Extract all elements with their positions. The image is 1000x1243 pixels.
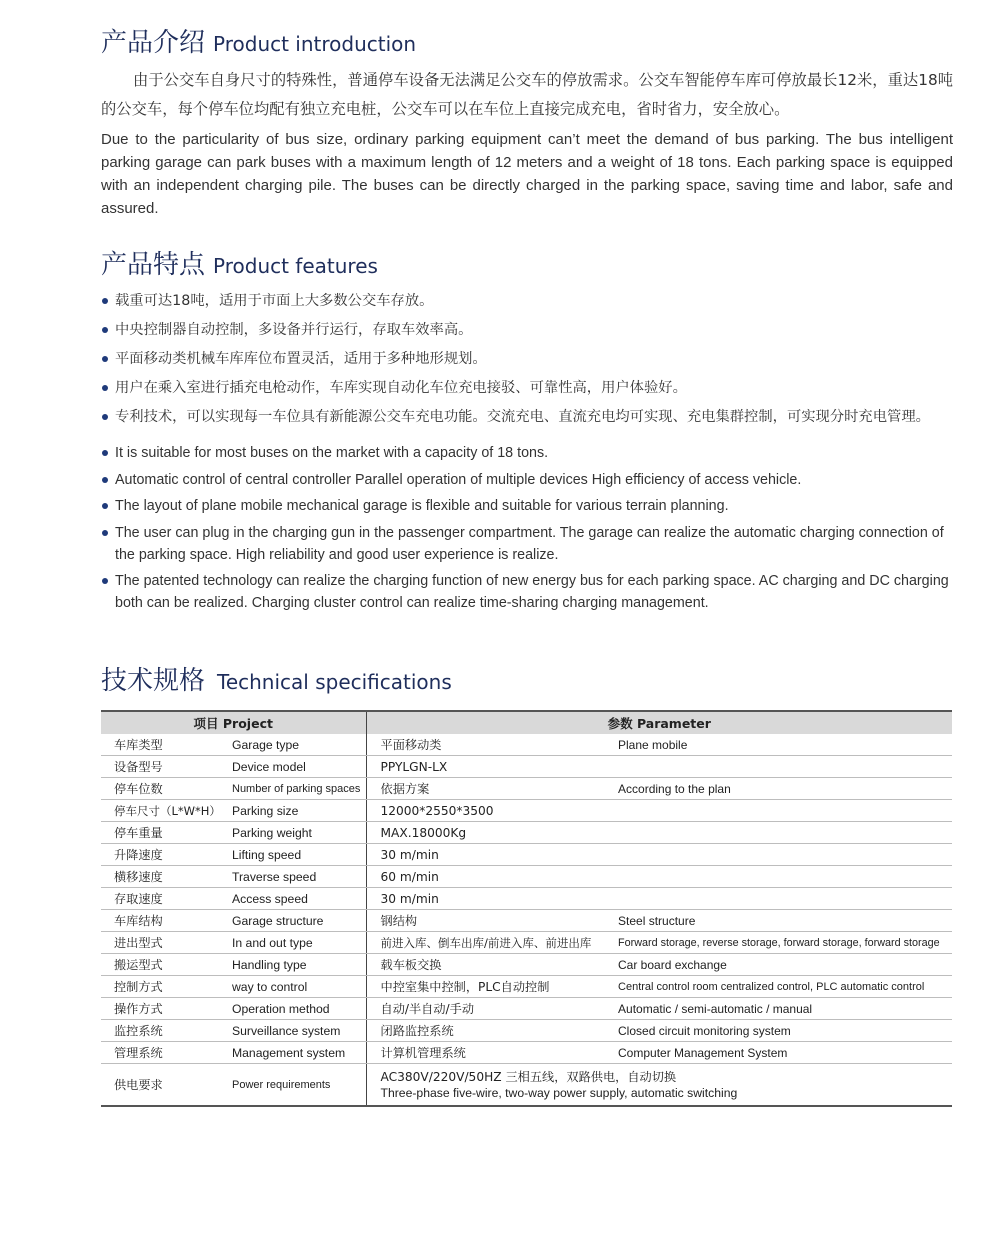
parameter-cn: 钢结构 — [366, 910, 615, 932]
features-title-cn: 产品特点 — [101, 250, 206, 280]
table-row — [101, 778, 952, 800]
feature-item-en: The user can plug in the charging gun in the passenger compartment. The garage can realize the automatic charging connection of the parking space. High reliability and good user experience is realize. — [101, 522, 953, 566]
table-row — [101, 866, 952, 888]
feature-item-cn: 专利技术，可以实现每一车位具有新能源公交车充电功能。交流充电、直流充电均可实现、充电集群控制，可实现分时充电管理。 — [101, 403, 953, 432]
project-cn: 停车位数 — [101, 778, 232, 800]
feature-item-en: The layout of plane mobile mechanical garage is flexible and suitable for various terrain planning. — [101, 495, 953, 517]
features-list-cn — [101, 287, 953, 432]
feature-item-cn: 平面移动类机械车库库位布置灵活，适用于多种地形规划。 — [101, 345, 953, 374]
table-row — [101, 954, 952, 976]
parameter-cn: 前进入库、倒车出库/前进入库、前进出库 — [366, 932, 615, 954]
project-en: Garage structure — [232, 910, 366, 932]
project-en: Lifting speed — [232, 844, 366, 866]
feature-item-cn: 用户在乘入室进行插充电枪动作，车库实现自动化车位充电接驳、可靠性高，用户体验好。 — [101, 374, 953, 403]
features-title-en: Product features — [213, 254, 378, 278]
parameter-en: Closed circuit monitoring system — [615, 1020, 952, 1042]
features-title — [101, 244, 378, 281]
parameter-cn: 依据方案 — [366, 778, 615, 800]
feature-item-cn: 载重可达18吨，适用于市面上大多数公交车存放。 — [101, 287, 953, 316]
header-parameter: 参数 Parameter — [366, 711, 952, 734]
table-row — [101, 910, 952, 932]
project-en: way to control — [232, 976, 366, 998]
parameter-cn: 中控室集中控制，PLC自动控制 — [366, 976, 615, 998]
project-cn: 升降速度 — [101, 844, 232, 866]
table-row — [101, 1020, 952, 1042]
intro-title-en: Product introduction — [213, 32, 417, 56]
parameter-en: Car board exchange — [615, 954, 952, 976]
project-cn: 供电要求 — [101, 1064, 232, 1107]
project-en: Parking size — [232, 800, 366, 822]
parameter-en — [615, 844, 952, 866]
parameter-cn: 计算机管理系统 — [366, 1042, 615, 1064]
parameter-en — [615, 888, 952, 910]
project-cn: 操作方式 — [101, 998, 232, 1020]
project-cn: 控制方式 — [101, 976, 232, 998]
table-row — [101, 998, 952, 1020]
feature-item-en: It is suitable for most buses on the market with a capacity of 18 tons. — [101, 442, 953, 464]
table-row — [101, 756, 952, 778]
project-cn: 设备型号 — [101, 756, 232, 778]
parameter-en: Steel structure — [615, 910, 952, 932]
project-cn: 监控系统 — [101, 1020, 232, 1042]
parameter-en: Central control room centralized control, PLC automatic control — [615, 976, 952, 998]
project-cn: 存取速度 — [101, 888, 232, 910]
parameter-en — [615, 800, 952, 822]
project-cn: 搬运型式 — [101, 954, 232, 976]
project-cn: 停车尺寸（L*W*H） — [101, 800, 232, 822]
parameter-cn: 30 m/min — [366, 844, 615, 866]
specs-title-en: Technical specifications — [217, 670, 452, 694]
parameter-en: According to the plan — [615, 778, 952, 800]
project-cn: 进出型式 — [101, 932, 232, 954]
parameter-cn: 载车板交换 — [366, 954, 615, 976]
table-row — [101, 822, 952, 844]
project-en: In and out type — [232, 932, 366, 954]
project-cn: 车库类型 — [101, 734, 232, 756]
power-line-1: AC380V/220V/50HZ 三相五线，双路供电，自动切换 — [380, 1069, 677, 1084]
parameter-en — [615, 866, 952, 888]
table-row — [101, 734, 952, 756]
project-cn: 横移速度 — [101, 866, 232, 888]
feature-item-en: The patented technology can realize the charging function of new energy bus for each parking space. AC charging and DC charging both can be realized. Charging cluster control can realize time-sharing charging management. — [101, 570, 953, 614]
specs-title-cn: 技术规格 — [101, 666, 206, 696]
project-en: Garage type — [232, 734, 366, 756]
parameter-en — [615, 822, 952, 844]
table-row — [101, 976, 952, 998]
feature-item-en: Automatic control of central controller Parallel operation of multiple devices High efficiency of access vehicle. — [101, 469, 953, 491]
project-cn: 管理系统 — [101, 1042, 232, 1064]
parameter-cn: 闭路监控系统 — [366, 1020, 615, 1042]
table-row — [101, 932, 952, 954]
parameter-cn: 60 m/min — [366, 866, 615, 888]
parameter-cn: 自动/半自动/手动 — [366, 998, 615, 1020]
intro-title — [101, 22, 416, 59]
spec-table-header — [101, 711, 952, 734]
project-cn: 车库结构 — [101, 910, 232, 932]
parameter-en — [615, 756, 952, 778]
parameter-en: Plane mobile — [615, 734, 952, 756]
specs-title — [101, 660, 452, 697]
parameter-cn: PPYLGN-LX — [366, 756, 615, 778]
table-row — [101, 800, 952, 822]
spec-table — [101, 710, 952, 1107]
project-en: Traverse speed — [232, 866, 366, 888]
parameter-en: Forward storage, reverse storage, forward storage, forward storage — [615, 932, 952, 954]
features-list-en — [101, 442, 953, 619]
parameter-cn: MAX.18000Kg — [366, 822, 615, 844]
parameter-en: Automatic / semi-automatic / manual — [615, 998, 952, 1020]
intro-title-cn: 产品介绍 — [101, 28, 206, 58]
feature-item-cn: 中央控制器自动控制，多设备并行运行，存取车效率高。 — [101, 316, 953, 345]
project-cn: 停车重量 — [101, 822, 232, 844]
parameter-en: Computer Management System — [615, 1042, 952, 1064]
table-row — [101, 844, 952, 866]
project-en: Number of parking spaces — [232, 778, 366, 800]
project-en: Management system — [232, 1042, 366, 1064]
parameter-cn: 30 m/min — [366, 888, 615, 910]
project-en: Handling type — [232, 954, 366, 976]
header-project: 项目 Project — [101, 711, 366, 734]
table-row — [101, 888, 952, 910]
intro-paragraph-cn: 由于公交车自身尺寸的特殊性，普通停车设备无法满足公交车的停放需求。公交车智能停车库可停放最长12米，重达18吨的公交车，每个停车位均配有独立充电桩，公交车可以在车位上直接完成充电，省时省力，安全放心。 — [101, 71, 953, 118]
project-en: Surveillance system — [232, 1020, 366, 1042]
project-en: Power requirements — [232, 1064, 366, 1107]
project-en: Operation method — [232, 998, 366, 1020]
project-en: Device model — [232, 756, 366, 778]
power-line-2: Three-phase five-wire, two-way power supply, automatic switching — [380, 1085, 738, 1100]
project-en: Parking weight — [232, 822, 366, 844]
intro-paragraph-en: Due to the particularity of bus size, ordinary parking equipment can’t meet the demand of bus parking. The bus intelligent parking garage can park buses with a maximum length of 12 meters and a weight of 18 tons. Each parking space is equipped with an independent charging pile. The buses can be directly charged in the parking space, saving time and labor, safe and assured. — [101, 131, 953, 217]
parameter-cn: 12000*2550*3500 — [366, 800, 615, 822]
parameter-power — [366, 1064, 952, 1107]
table-row-power — [101, 1064, 952, 1107]
parameter-cn: 平面移动类 — [366, 734, 615, 756]
project-en: Access speed — [232, 888, 366, 910]
table-row — [101, 1042, 952, 1064]
